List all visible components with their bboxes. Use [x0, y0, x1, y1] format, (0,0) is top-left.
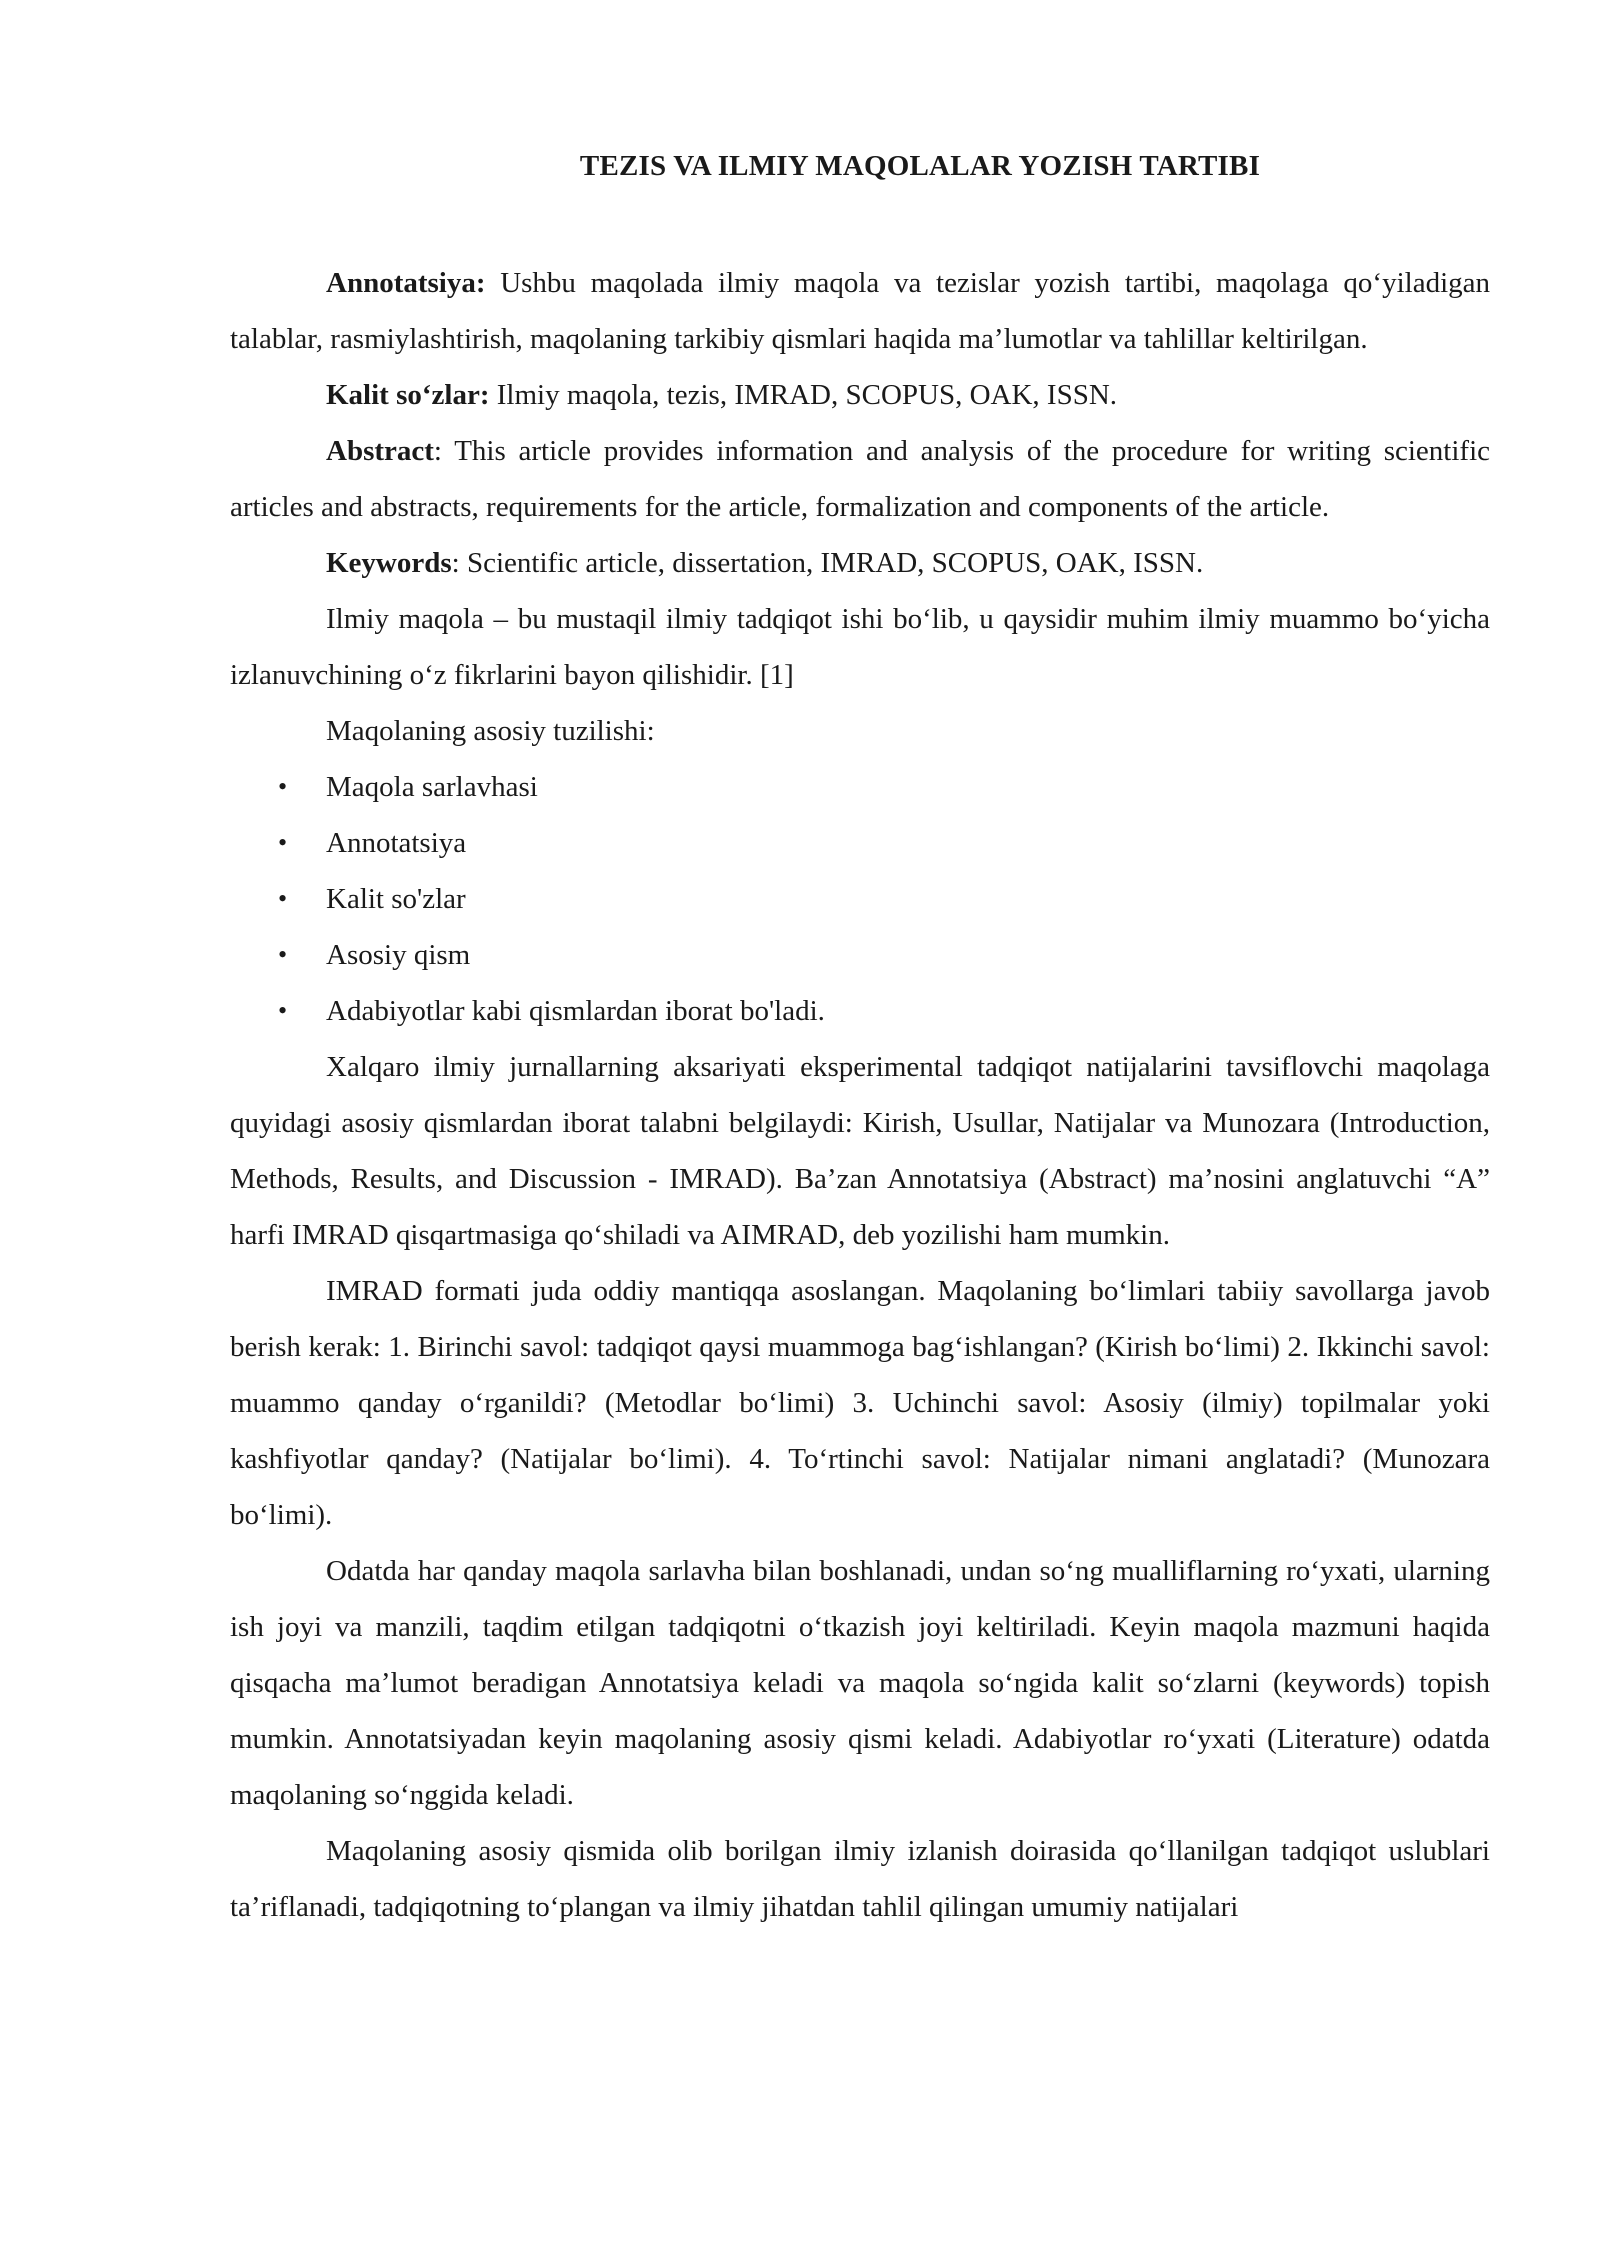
annotation-text: Ushbu maqolada ilmiy maqola va tezislar yozish tartibi, maqolaga qo‘yiladigan talablar, rasmiylashtirish, maqolaning tarkibiy qismlari haqida ma’lumotlar va tahlillar keltirilgan.: [230, 267, 1490, 355]
list-item-text: Kalit so'zlar: [326, 883, 466, 915]
bullet-icon: •: [278, 884, 288, 913]
keywords-en-label: Keywords: [326, 547, 452, 579]
list-item: [230, 927, 1490, 983]
bullet-icon: •: [278, 996, 288, 1025]
list-item: [230, 871, 1490, 927]
list-item: [230, 759, 1490, 815]
main-part-paragraph: Maqolaning asosiy qismida olib borilgan ilmiy izlanish doirasida qo‘llanilgan tadqiqot uslublari ta’riflanadi, tadqiqotning to‘plangan va ilmiy jihatdan tahlil qilingan umumiy natijalari: [230, 1835, 1490, 1923]
abstract-text: : This article provides information and analysis of the procedure for writing scientific articles and abstracts, requirements for the article, formalization and components of the article.: [230, 435, 1490, 523]
keywords-en-text: : Scientific article, dissertation, IMRAD, SCOPUS, OAK, ISSN.: [451, 547, 1204, 579]
annotation-label: Annotatsiya:: [326, 267, 486, 299]
bullet-icon: •: [278, 772, 288, 801]
keywords-uz-paragraph: [230, 367, 1490, 423]
structure-list: [230, 759, 1490, 1039]
structure-intro-paragraph: Maqolaning asosiy tuzilishi:: [326, 715, 655, 747]
document-page: [230, 150, 1490, 1935]
keywords-uz-label: Kalit so‘zlar:: [326, 379, 490, 411]
bullet-icon: •: [278, 940, 288, 969]
annotation-paragraph: [230, 255, 1490, 367]
list-item: [230, 815, 1490, 871]
list-item-text: Annotatsiya: [326, 827, 467, 859]
bullet-icon: •: [278, 828, 288, 857]
document-title: TEZIS VA ILMIY MAQOLALAR YOZISH TARTIBI: [579, 150, 1261, 182]
list-item-text: Adabiyotlar kabi qismlardan iborat bo'ladi.: [326, 995, 825, 1027]
abstract-paragraph: [230, 423, 1490, 535]
imrad-paragraph: Xalqaro ilmiy jurnallarning aksariyati eksperimental tadqiqot natijalarini tavsiflovchi maqolaga quyidagi asosiy qismlardan iborat talabni belgilaydi: Kirish, Usullar, Natijalar va Munozara (Introduction, Methods, Results, and Discussion - IMRAD). Ba’zan Annotatsiya (Abstract) ma’nosini anglatuvchi “A” harfi IMRAD qisqartmasiga qo‘shiladi va AIMRAD, deb yozilishi ham mumkin.: [230, 1051, 1490, 1251]
imrad-logic-paragraph: IMRAD formati juda oddiy mantiqqa asoslangan. Maqolaning bo‘limlari tabiiy savollarga javob berish kerak: 1. Birinchi savol: tadqiqot qaysi muammoga bag‘ishlangan? (Kirish bo‘limi) 2. Ikkinchi savol: muammo qanday o‘rganildi? (Metodlar bo‘limi) 3. Uchinchi savol: Asosiy (ilmiy) topilmalar yoki kashfiyotlar qanday? (Natijalar bo‘limi). 4. To‘rtinchi savol: Natijalar nimani anglatadi? (Munozara bo‘limi).: [230, 1275, 1490, 1531]
list-item-text: Asosiy qism: [326, 939, 471, 971]
list-item-text: Maqola sarlavhasi: [326, 771, 538, 803]
list-item: [230, 983, 1490, 1039]
article-order-paragraph: Odatda har qanday maqola sarlavha bilan boshlanadi, undan so‘ng mualliflarning ro‘yxati, ularning ish joyi va manzili, taqdim etilgan tadqiqotni o‘tkazish joyi keltiriladi. Keyin maqola mazmuni haqida qisqacha ma’lumot beradigan Annotatsiya keladi va maqola so‘ngida kalit so‘zlarni (keywords) topish mumkin. Annotatsiyadan keyin maqolaning asosiy qismi keladi. Adabiyotlar ro‘yxati (Literature) odatda maqolaning so‘nggida keladi.: [230, 1555, 1490, 1811]
keywords-uz-text: Ilmiy maqola, tezis, IMRAD, SCOPUS, OAK, ISSN.: [489, 379, 1118, 411]
definition-paragraph: Ilmiy maqola – bu mustaqil ilmiy tadqiqot ishi bo‘lib, u qaysidir muhim ilmiy muammo bo‘yicha izlanuvchining o‘z fikrlarini bayon qilishidir. [1]: [230, 603, 1490, 691]
keywords-en-paragraph: [230, 535, 1490, 591]
abstract-label: Abstract: [326, 435, 434, 467]
